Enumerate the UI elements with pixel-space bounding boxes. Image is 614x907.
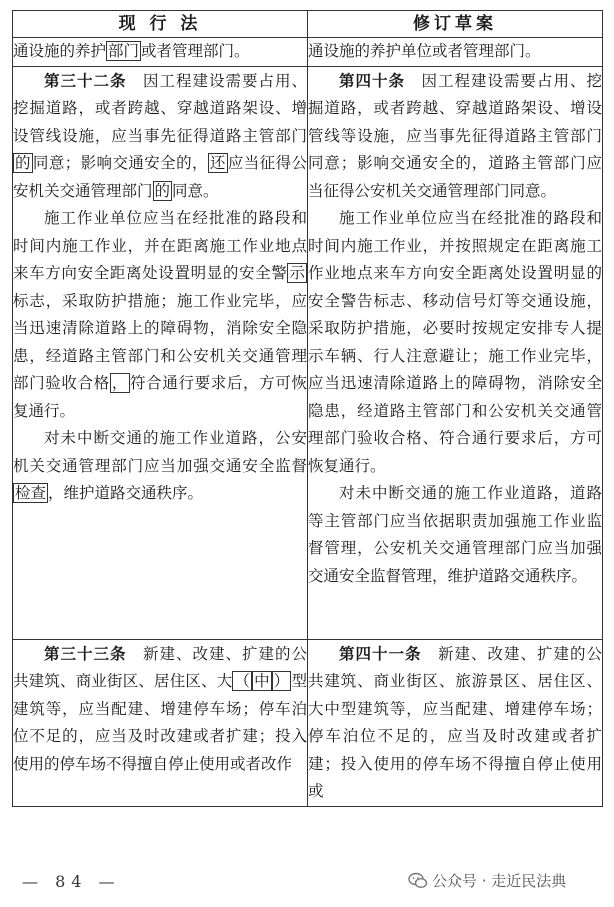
text-run: 设施，应当事先征得道路主管部门同意；影响交通安全的， bbox=[308, 126, 602, 172]
text-run: 型建筑等，应当配建、增建停车场；停车泊位不足的，应当及时改建或者扩建；投入使用的停车场不得擅自停止使用或者改作 bbox=[13, 672, 307, 773]
paragraph bbox=[13, 38, 307, 66]
text-run: 应当征得公安机关交通管理部门同意。 bbox=[308, 154, 602, 200]
article-number: 第四十条 bbox=[339, 70, 405, 90]
added-text: 必要时按规定安排专人提示车辆、行人注意避让 bbox=[308, 319, 602, 365]
text-run: 或者管理部门。 bbox=[432, 42, 541, 60]
article-number: 第四十一条 bbox=[339, 643, 422, 663]
page bbox=[12, 10, 602, 807]
article-33-para-1 bbox=[13, 640, 307, 779]
text-run: ；施工作业完毕，应当迅速清除道路上的障碍物，消除安全隐患，经道路主管部门和公安机关交通管理部门验收合格、符合通行要求后，方可恢复通行。 bbox=[308, 346, 602, 475]
article-number: 第三十二条 bbox=[44, 70, 127, 90]
article-32-para-1 bbox=[13, 67, 307, 206]
text-run: 标志，采取防护措施；施工作业完毕，应当迅速清除道路上的障碍物，消除安全隐患，经道路主管部门和公安机关交通管理部门验收合格 bbox=[13, 291, 307, 392]
deleted-text-box: 还 bbox=[209, 154, 226, 172]
row1-left-cell bbox=[13, 38, 308, 67]
comparison-table bbox=[12, 10, 603, 807]
text-run: 因工程建设需要占用、挖掘道路，或者跨越、穿越道路架设、增设管线设施，应当事先征得道路主管部门 bbox=[13, 71, 307, 145]
text-run: 施工作业单位应当在经批准的路段和时间内施工作业，并在距离施工作业地点来车方向安全距离处设置明显的安全警 bbox=[13, 209, 307, 282]
table-row bbox=[13, 38, 603, 67]
deleted-text-box: ， bbox=[111, 374, 129, 392]
added-text: 管理 bbox=[401, 566, 433, 585]
added-text: 等 bbox=[340, 126, 358, 145]
added-text: 旅游景区 bbox=[455, 672, 521, 690]
text-run: 符合通行要求后，方可恢复通行。 bbox=[13, 374, 307, 420]
text-run: 施工作业单位应当在经批准的路段和时间内施工作业，并 bbox=[308, 209, 602, 255]
article-32-para-2 bbox=[13, 205, 307, 425]
text-run: 或者管理部门。 bbox=[141, 42, 250, 60]
table-header-row bbox=[13, 11, 603, 38]
article-40-para-2 bbox=[308, 205, 602, 480]
row2-left-cell bbox=[13, 66, 308, 639]
added-text: 移动信号灯等交通设施 bbox=[422, 291, 587, 310]
text-run: 、居住区、大中型建筑等，应当配建、增建停车场；停车泊位不足的，应当及时改建或者扩建；投入使用的停车场不得擅自停止使用或 bbox=[308, 672, 602, 800]
text-run: 同意。 bbox=[172, 181, 219, 200]
added-text: 道路等主管部门应当依据职责加强施工作业监督管理 bbox=[308, 484, 602, 557]
deleted-text-box: 的 bbox=[154, 181, 171, 200]
text-run: 通设施的养护 bbox=[13, 42, 107, 60]
text-run: ，维护道路交通秩序。 bbox=[48, 484, 204, 502]
page-number: — 84 — bbox=[22, 872, 121, 891]
article-40-para-3 bbox=[308, 480, 602, 590]
watermark bbox=[408, 870, 566, 891]
added-text: 告 bbox=[357, 291, 374, 310]
header-revision-draft: 修订草案 bbox=[308, 11, 603, 38]
article-40-para-1 bbox=[308, 67, 602, 206]
text-run: 新建、改建、扩建的公共建筑、商业街区、居住区、大 bbox=[13, 644, 307, 690]
text-run: ，采取防护措施， bbox=[308, 291, 602, 337]
text-run: 对未中断交通的施工作业道路， bbox=[339, 484, 570, 502]
row1-right-cell bbox=[308, 38, 603, 67]
text-run: 在距离施工作业地点来车方向安全距离处设置明显的安全警 bbox=[308, 236, 602, 310]
text-run: 通设施的养护 bbox=[308, 42, 402, 60]
added-text: 单位 bbox=[401, 42, 433, 60]
wechat-icon bbox=[408, 872, 428, 890]
deleted-text-box: （ bbox=[234, 672, 251, 690]
added-text: 按照规定 bbox=[455, 236, 521, 255]
text-run: ，维护道路交通秩序。 bbox=[432, 566, 588, 585]
article-number: 第三十三条 bbox=[44, 643, 127, 663]
table-row bbox=[13, 66, 603, 639]
text-run: 标志、 bbox=[373, 291, 423, 310]
row3-right-cell bbox=[308, 639, 603, 806]
deleted-text-box: 部门 bbox=[108, 42, 140, 60]
header-current-law: 现 行 法 bbox=[13, 11, 308, 38]
text-run: 应当征得公安机关交通管理部门 bbox=[13, 154, 307, 200]
article-41-para-1 bbox=[308, 640, 602, 806]
deleted-text-box: ） bbox=[273, 672, 290, 690]
text-run: 新建、改建、扩建的公共建筑、商业街区、 bbox=[308, 644, 602, 690]
deleted-text-box: 检查 bbox=[15, 484, 47, 502]
text-run: 因工程建设需要占用、挖掘道路，或者跨越、穿越道路架设、增设管线 bbox=[308, 71, 602, 145]
watermark-text: 公众号 · 走近民法典 bbox=[432, 872, 567, 890]
deleted-text-box: 的 bbox=[15, 154, 31, 172]
text-run: ，公安机关交通管理部门应当加强交通安全监督 bbox=[308, 539, 602, 585]
deleted-text-box: 中 bbox=[254, 672, 270, 690]
row3-left-cell bbox=[13, 639, 308, 806]
text-run: 同意；影响交通安全的， bbox=[32, 154, 208, 172]
article-32-para-3 bbox=[13, 425, 307, 508]
paragraph bbox=[308, 38, 602, 66]
text-run: 对未中断交通的施工作业道路，公安机关交通管理部门应当加强交通安全监督 bbox=[13, 429, 307, 475]
added-text: 道路主管部门 bbox=[488, 154, 587, 172]
table-row bbox=[13, 639, 603, 806]
row2-right-cell bbox=[308, 66, 603, 639]
deleted-text-box: 示 bbox=[289, 264, 305, 282]
